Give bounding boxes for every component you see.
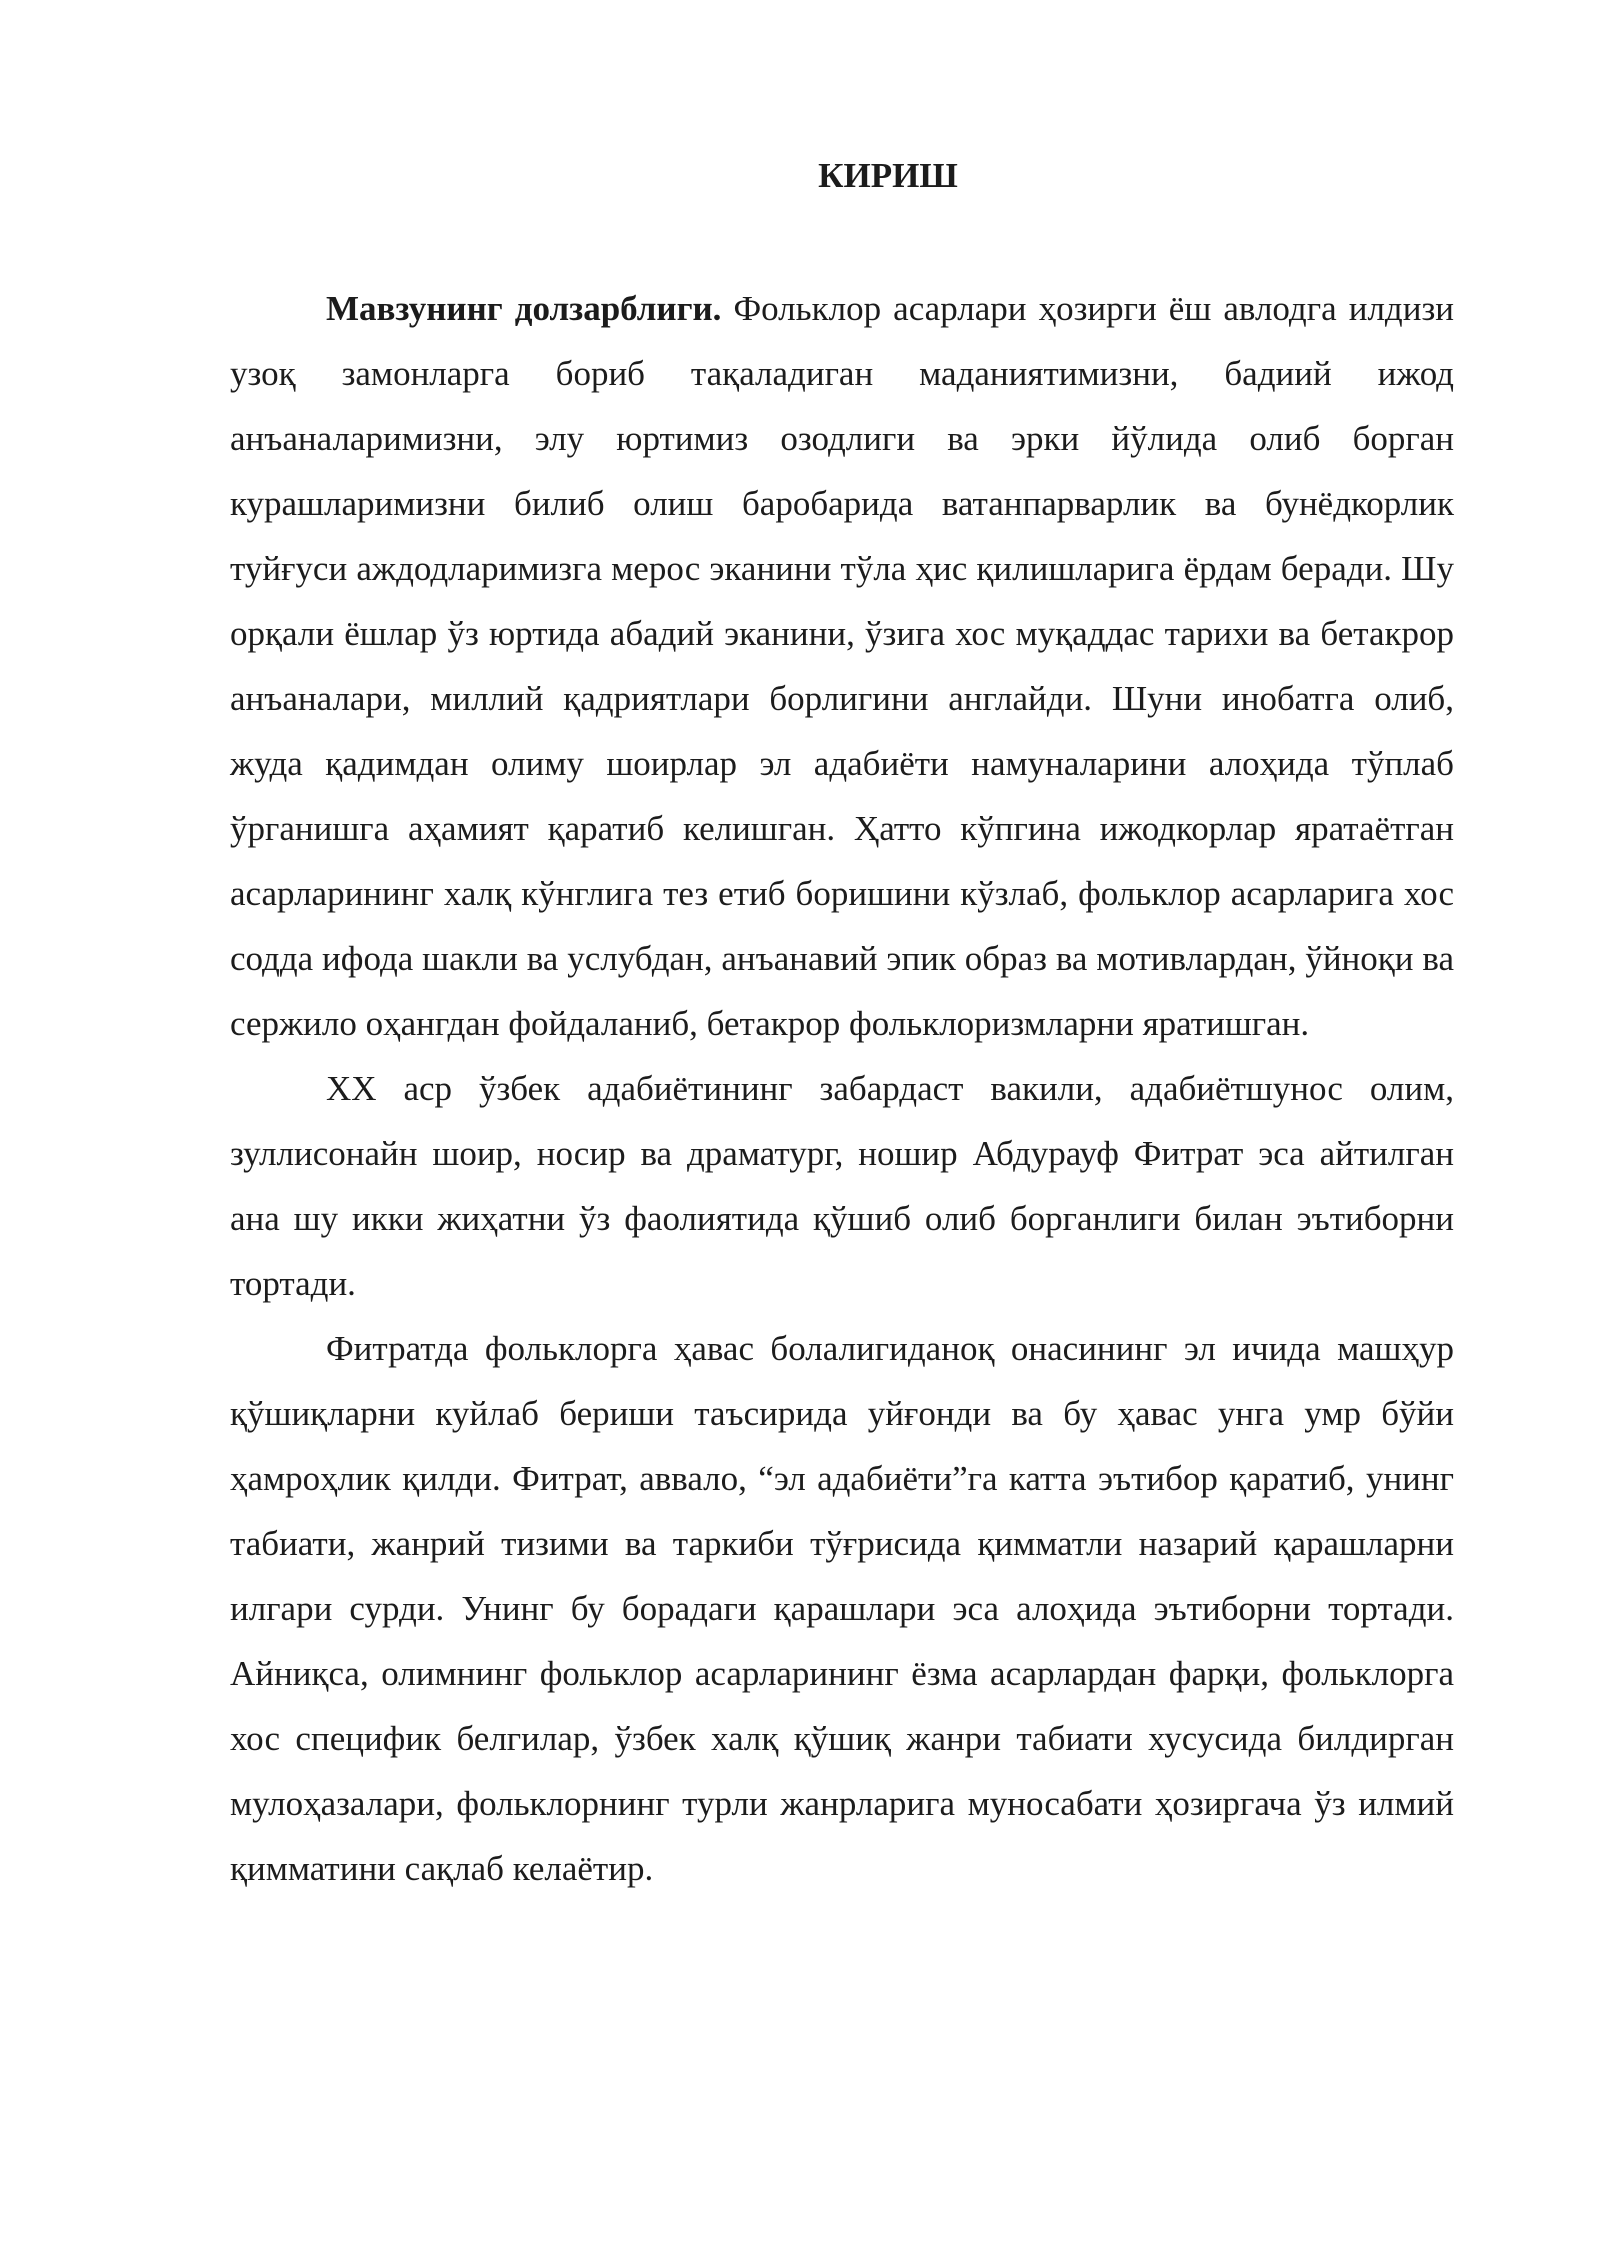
intro-paragraph-text: Фольклор асарлари ҳозирги ёш авлодга илдизи узоқ замонларга бориб тақаладиган маданиятимизни, бадиий ижод анъаналаримизни, элу юртимиз озодлиги ва эрки йўлида олиб борган курашларимизни билиб олиш баробарида ватанпарварлик ва бунёдкорлик туйғуси аждодларимизга мерос эканини тўла ҳис қилишларига ёрдам беради. Шу орқали ёшлар ўз юртида абадий эканини, ўзига хос муқаддас тарихи ва бетакрор анъаналари, миллий қадриятлари борлигини англайди. Шуни инобатга олиб, жуда қадимдан олиму шоирлар эл адабиёти намуналарини алоҳида тўплаб ўрганишга аҳамият қаратиб келишган. Ҳатто кўпгина ижодкорлар яратаётган асарларининг халқ кўнглига тез етиб боришини кўзлаб, фольклор асарларига хос содда ифода шакли ва услубдан, анъанавий эпик образ ва мотивлардан, ўйноқи ва сержило оҳангдан фойдаланиб, бетакрор фольклоризмларни яратишган.	[230, 289, 1455, 1043]
page-title: КИРИШ	[818, 156, 958, 195]
section-lead-heading: Мавзунинг долзарблиги.	[326, 289, 722, 328]
document-body	[230, 276, 1454, 1901]
paragraph-fitrat-folklore: Фитратда фольклорга ҳавас болалигиданоқ онасининг эл ичида машҳур қўшиқларни куйлаб бериши таъсирида уйғонди ва бу ҳавас унга умр бўйи ҳамроҳлик қилди. Фитрат, аввало, “эл адабиёти”га катта эътибор қаратиб, унинг табиати, жанрий тизими ва таркиби тўғрисида қимматли назарий қарашларни илгари сурди. Унинг бу борадаги қарашлари эса алоҳида эътиборни тортади. Айниқса, олимнинг фольклор асарларининг ёзма асарлардан фарқи, фольклорга хос специфик белгилар, ўзбек халқ қўшиқ жанри табиати хусусида билдирган мулоҳазалари, фольклорнинг турли жанрларига муносабати ҳозиргача ўз илмий қимматини сақлаб келаётир.	[230, 1329, 1454, 1888]
intro-paragraph	[230, 276, 1454, 1056]
paragraph-fitrat-significance: XX аср ўзбек адабиётининг забардаст вакили, адабиётшунос олим, зуллисонайн шоир, носир ва драматург, ношир Абдурауф Фитрат эса айтилган ана шу икки жиҳатни ўз фаолиятида қўшиб олиб борганлиги билан эътиборни тортади.	[230, 1069, 1454, 1303]
